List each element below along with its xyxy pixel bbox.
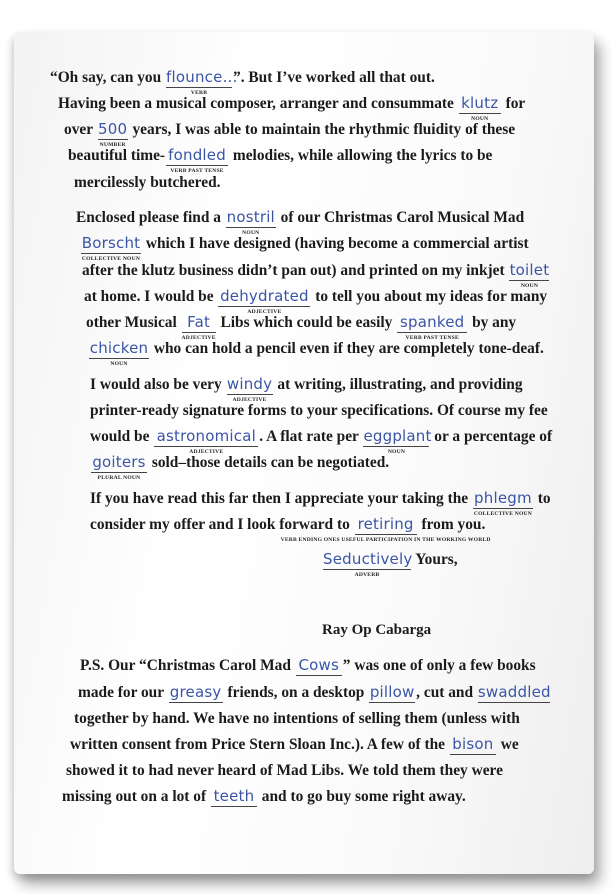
p2-line-3: after the klutz business didn’t pan out) and printed on my inkjet toilet NOUN <box>82 261 550 289</box>
p1-line-4: beautiful time- fondled VERB PAST TENSE melodies, while allowing the lyrics to be <box>68 146 493 174</box>
ps-line-2: made for our greasy friends, on a desktop pillow , cut and swaddled <box>78 683 551 701</box>
blank-noun-4[interactable]: chicken NOUN <box>89 339 149 367</box>
ps-blank-5[interactable]: bison <box>450 735 496 755</box>
p3-line-4: goiters PLURAL NOUN sold–those details can be negotiated. <box>92 453 390 481</box>
p3-line-2: printer-ready signature forms to your specifications. Of course my fee <box>90 402 548 419</box>
p3-line-1: I would also be very windy ADJECTIVE at writing, illustrating, and providing <box>90 375 523 403</box>
blank-adjective-3[interactable]: windy ADJECTIVE <box>226 375 273 403</box>
blank-verb-past-1[interactable]: fondled VERB PAST TENSE <box>166 146 228 166</box>
p4-line-1: If you have read this far then I appreciate your taking the phlegm COLLECTIVE NOUN to <box>90 489 551 517</box>
p1-line-2: Having been a musical composer, arranger and consummate klutz NOUN for <box>58 94 526 122</box>
p2-line-2: Borscht COLLECTIVE NOUN which I have designed (having become a commercial artist <box>81 234 529 262</box>
blank-verb-1[interactable]: flounce… VERB <box>166 68 238 96</box>
blank-noun-1[interactable]: klutz NOUN <box>459 94 501 114</box>
p2-line-4: at home. I would be dehydrated ADJECTIVE to tell you about my ideas for many <box>84 287 548 315</box>
blank-collective-noun-2[interactable]: phlegm COLLECTIVE NOUN <box>473 489 533 517</box>
p4-line-3: Seductively ADVERB Yours, <box>323 550 458 578</box>
ps-blank-4[interactable]: swaddled <box>477 683 551 701</box>
p2-line-6: chicken NOUN who can hold a pencil even if they are completely tone-deaf. <box>89 339 544 367</box>
ps-blank-6[interactable]: teeth <box>211 787 257 807</box>
filled-word: flounce… <box>166 68 238 86</box>
blank-plural-noun-1[interactable]: goiters PLURAL NOUN <box>92 453 146 481</box>
ps-line-1: P.S. Our “Christmas Carol Mad Cows ” was one of only a few books <box>80 656 536 674</box>
p1-line-3: over 500 NUMBER years, I was able to maintain the rhythmic fluidity of these <box>64 120 516 148</box>
ps-line-4: written consent from Price Stern Sloan Inc.). A few of the bison we <box>70 735 519 753</box>
ps-line-3: together by hand. We have no intentions of selling them (unless with <box>74 710 520 727</box>
blank-adjective-2[interactable]: Fat ADJECTIVE <box>181 313 216 341</box>
blank-noun-3[interactable]: toilet NOUN <box>509 261 550 289</box>
ps-blank-2[interactable]: greasy <box>169 683 222 701</box>
blank-adjective-1[interactable]: dehydrated ADJECTIVE <box>220 287 309 315</box>
blank-adjective-4[interactable]: astronomical ADJECTIVE <box>154 427 258 447</box>
p2-line-1: Enclosed please find a nostril NOUN of our Christmas Carol Musical Mad <box>76 208 525 236</box>
p3-line-3: would be astronomical ADJECTIVE . A flat rate per eggplant NOUN or a percentage of <box>90 427 553 455</box>
blank-verb-ending-1[interactable]: retiring VERB ENDING ONES USEFUL PARTICIPATION IN THE WORKING WORLD <box>280 515 491 543</box>
ps-line-6: missing out on a lot of teeth and to go buy some right away. <box>62 787 466 805</box>
blank-noun-5[interactable]: eggplant NOUN <box>363 427 432 455</box>
blank-adverb-1[interactable]: Seductively ADVERB <box>323 550 413 578</box>
p2-line-5: other Musical Fat ADJECTIVE Libs which could be easily spanked VERB PAST TENSE by any <box>86 313 517 341</box>
blank-number-1[interactable]: 500 NUMBER <box>98 120 128 148</box>
p4-line-2: consider my offer and I look forward to retiring VERB ENDING ONES USEFUL PARTICIPATION IN THE WORKING WORLD from you. <box>90 515 491 543</box>
ps-blank-3[interactable]: pillow <box>369 683 415 701</box>
p1-line-1: “Oh say, can you flounce… VERB ”. But I’ve worked all that out. <box>50 68 435 96</box>
blank-verb-past-2[interactable]: spanked VERB PAST TENSE <box>397 313 467 333</box>
ps-blank-1[interactable]: Cows <box>296 656 342 676</box>
ps-line-5: showed it to had never heard of Mad Libs. We told them they were <box>66 762 503 779</box>
signature: Ray Op Cabarga <box>322 622 432 638</box>
blank-collective-noun-1[interactable]: Borscht COLLECTIVE NOUN <box>81 234 141 262</box>
blank-noun-2[interactable]: nostril NOUN <box>226 208 275 236</box>
p1-line-5: mercilessly butchered. <box>74 174 221 191</box>
